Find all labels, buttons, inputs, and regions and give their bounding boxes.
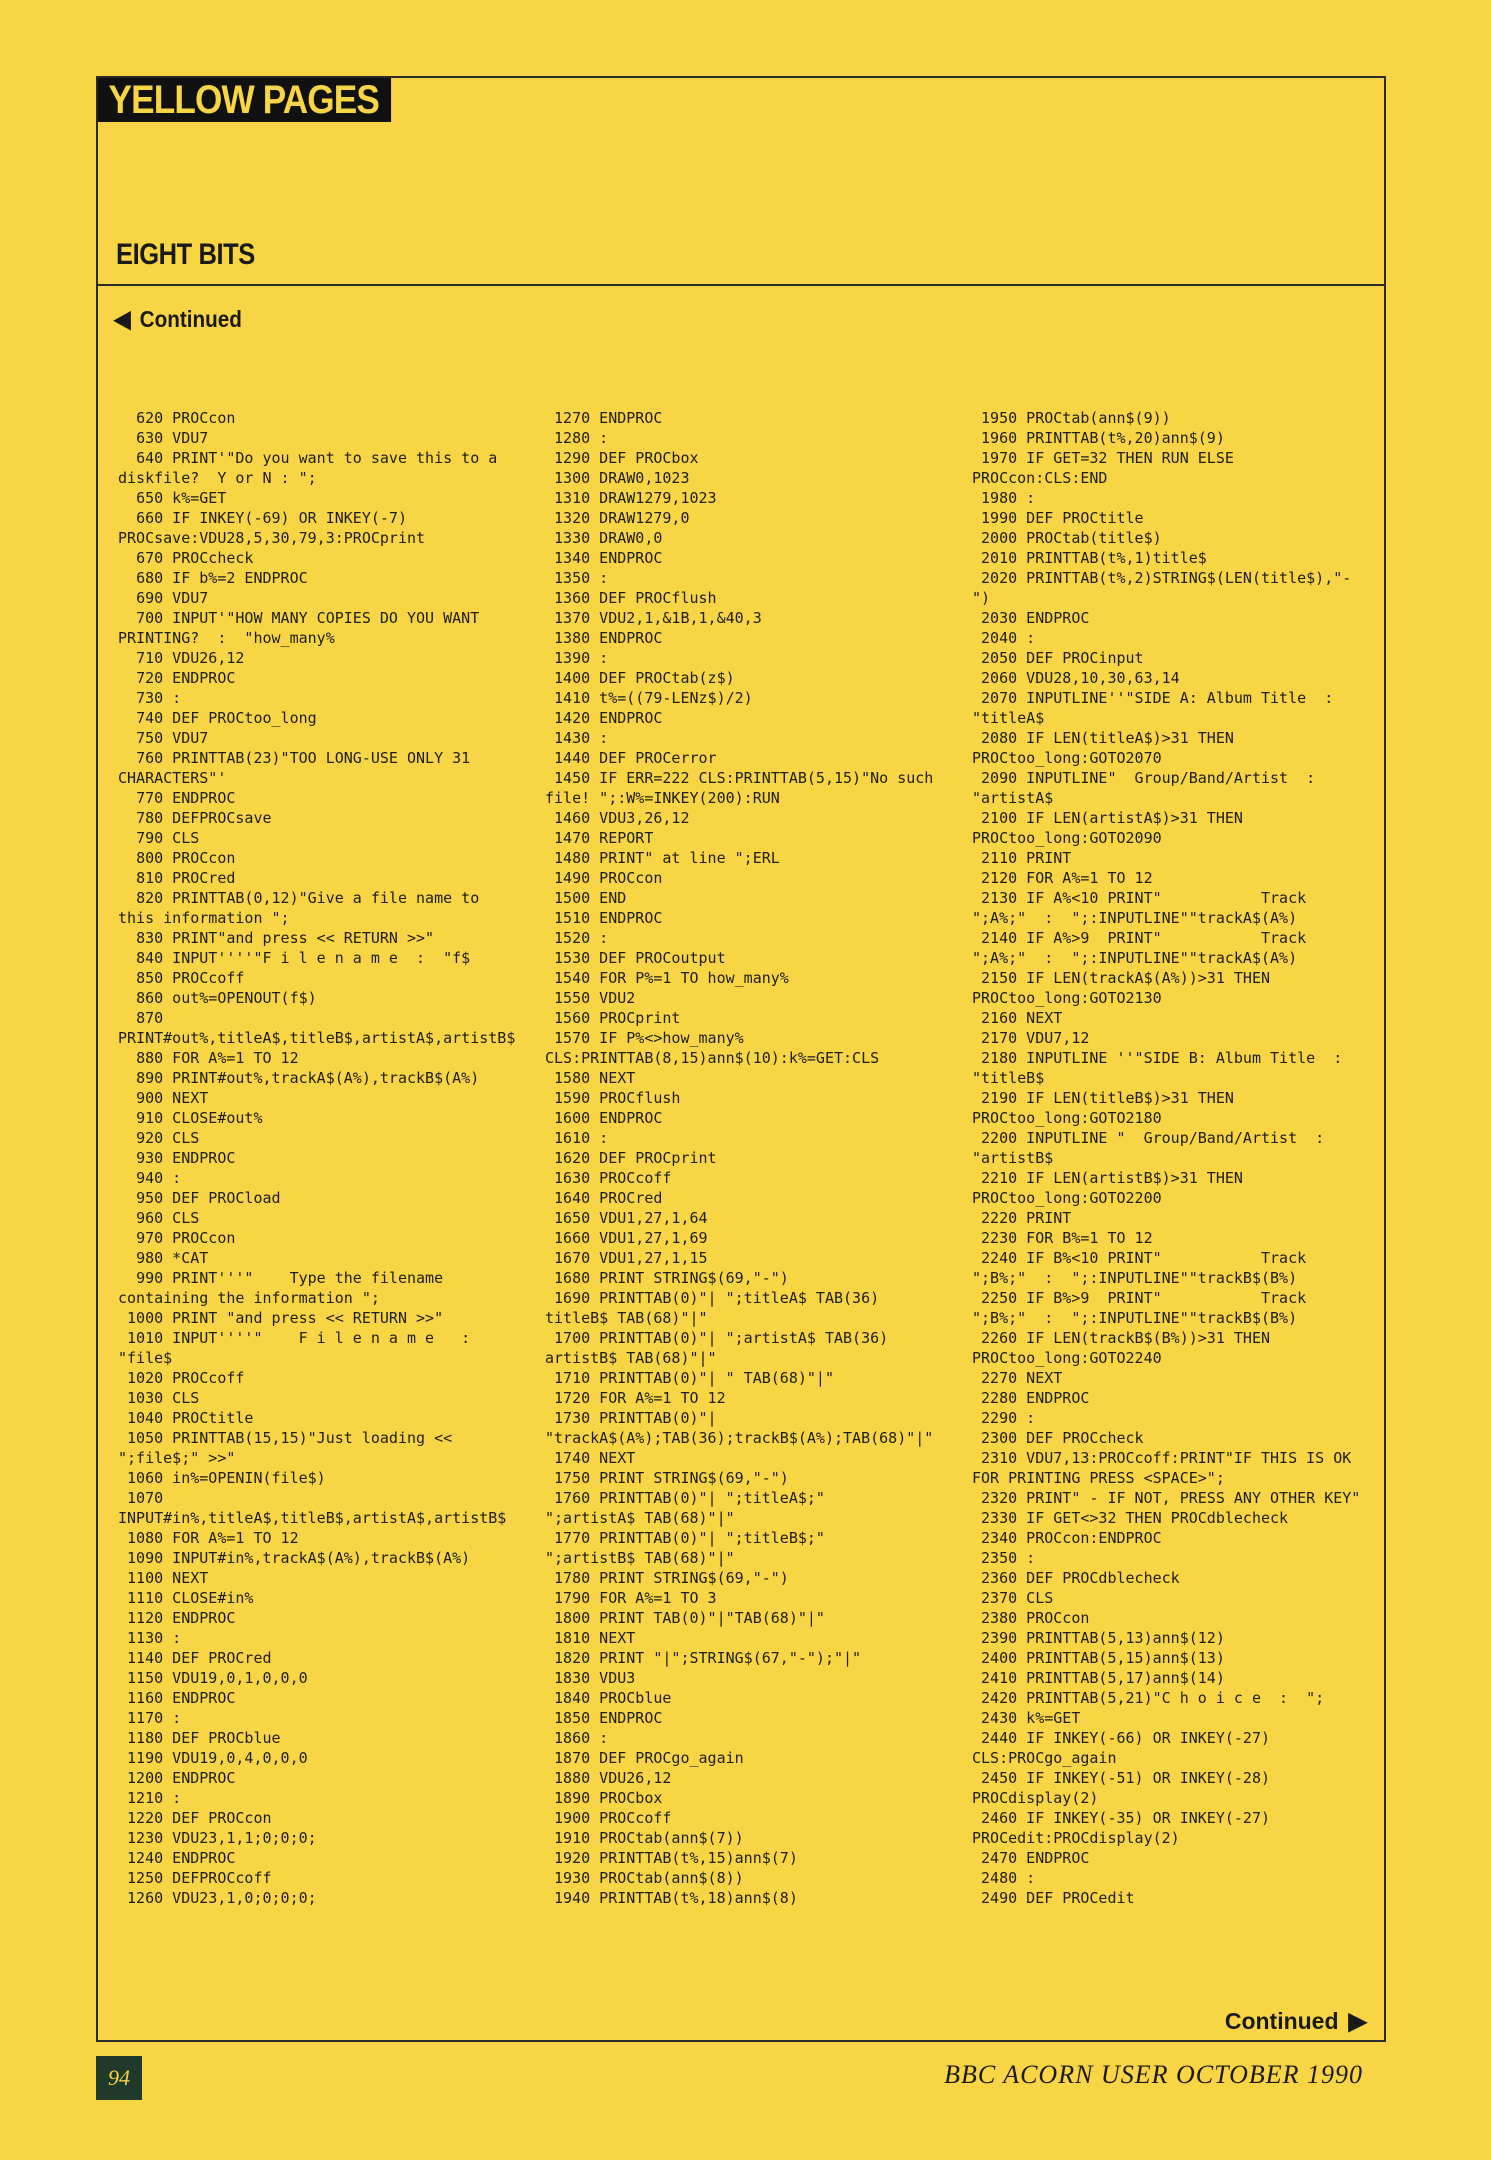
- code-line: 2030 ENDPROC: [972, 609, 1090, 627]
- code-line: 1850 ENDPROC: [545, 1709, 663, 1727]
- code-line: 1130 :: [118, 1629, 182, 1647]
- continued-next-label: [1225, 2008, 1367, 2035]
- code-line: 1180 DEF PROCblue: [118, 1729, 281, 1747]
- code-line: 740 DEF PROCtoo_long: [118, 709, 317, 727]
- code-line: 1550 VDU2: [545, 989, 636, 1007]
- code-line: 2330 IF GET<>32 THEN PROCdblecheck: [972, 1509, 1289, 1527]
- code-line: 820 PRINTTAB(0,12)"Give a file name to this information ";: [118, 889, 489, 927]
- code-line: 1760 PRINTTAB(0)"| ";titleA$;" ";artistA$ TAB(68)"|": [545, 1489, 853, 1527]
- code-line: 1820 PRINT "|";STRING$(67,"-");"|": [545, 1649, 862, 1667]
- code-line: 2050 DEF PROCinput: [972, 649, 1144, 667]
- code-line: 1220 DEF PROCcon: [118, 1809, 272, 1827]
- code-line: 2090 INPUTLINE" Group/Band/Artist : "artistA$: [972, 769, 1334, 807]
- code-line: 630 VDU7: [118, 429, 209, 447]
- code-line: 1750 PRINT STRING$(69,"-"): [545, 1469, 789, 1487]
- code-line: 1000 PRINT "and press << RETURN >>": [118, 1309, 444, 1327]
- code-line: 800 PROCcon: [118, 849, 236, 867]
- code-line: 1100 NEXT: [118, 1569, 209, 1587]
- code-line: 1670 VDU1,27,1,15: [545, 1249, 708, 1267]
- code-line: 1480 PRINT" at line ";ERL: [545, 849, 780, 867]
- code-line: 2120 FOR A%=1 TO 12: [972, 869, 1153, 887]
- code-line: 1830 VDU3: [545, 1669, 636, 1687]
- continued-from-label: [114, 306, 242, 333]
- code-line: 920 CLS: [118, 1129, 200, 1147]
- code-line: 1640 PROCred: [545, 1189, 663, 1207]
- code-column-1: [118, 408, 516, 1908]
- arrow-left-icon: ◀: [114, 305, 131, 333]
- code-line: 1730 PRINTTAB(0)"| "trackA$(A%);TAB(36);trackB$(A%);TAB(68)"|": [545, 1409, 934, 1447]
- code-line: 970 PROCcon: [118, 1229, 236, 1247]
- code-line: 1460 VDU3,26,12: [545, 809, 690, 827]
- code-line: 840 INPUT''''"F i l e n a m e : "f$: [118, 949, 471, 967]
- code-line: 2410 PRINTTAB(5,17)ann$(14): [972, 1669, 1225, 1687]
- code-column-3: [972, 408, 1367, 1908]
- code-line: 1490 PROCcon: [545, 869, 663, 887]
- code-line: 1020 PROCcoff: [118, 1369, 245, 1387]
- code-line: 730 :: [118, 689, 182, 707]
- code-line: 1560 PROCprint: [545, 1009, 681, 1027]
- code-line: 1070 INPUT#in%,titleA$,titleB$,artistA$,artistB$: [118, 1489, 507, 1527]
- page-number: 94: [96, 2056, 142, 2100]
- code-line: 2370 CLS: [972, 1589, 1054, 1607]
- code-line: 1970 IF GET=32 THEN RUN ELSE PROCcon:CLS:END: [972, 449, 1243, 487]
- code-line: 1120 ENDPROC: [118, 1609, 236, 1627]
- code-line: 1150 VDU19,0,1,0,0,0: [118, 1669, 308, 1687]
- code-line: 2170 VDU7,12: [972, 1029, 1090, 1047]
- code-line: 1280 :: [545, 429, 609, 447]
- code-line: 1570 IF P%<>how_many% CLS:PRINTTAB(8,15)ann$(10):k%=GET:CLS: [545, 1029, 880, 1067]
- code-line: 2450 IF INKEY(-51) OR INKEY(-28) PROCdisplay(2): [972, 1769, 1280, 1807]
- code-line: 2320 PRINT" - IF NOT, PRESS ANY OTHER KEY": [972, 1489, 1361, 1507]
- code-line: 2210 IF LEN(artistB$)>31 THEN PROCtoo_long:GOTO2200: [972, 1169, 1252, 1207]
- code-line: 2060 VDU28,10,30,63,14: [972, 669, 1180, 687]
- code-line: 1790 FOR A%=1 TO 3: [545, 1589, 717, 1607]
- code-line: 1140 DEF PROCred: [118, 1649, 272, 1667]
- code-line: 1910 PROCtab(ann$(7)): [545, 1829, 744, 1847]
- code-line: 2190 IF LEN(titleB$)>31 THEN PROCtoo_long:GOTO2180: [972, 1089, 1243, 1127]
- code-line: 1930 PROCtab(ann$(8)): [545, 1869, 744, 1887]
- code-line: 1620 DEF PROCprint: [545, 1149, 717, 1167]
- code-line: 1090 INPUT#in%,trackA$(A%),trackB$(A%): [118, 1549, 471, 1567]
- code-line: 950 DEF PROCload: [118, 1189, 281, 1207]
- section-banner: YELLOW PAGES: [98, 78, 391, 122]
- code-line: 2180 INPUTLINE ''"SIDE B: Album Title : "titleB$: [972, 1049, 1361, 1087]
- code-line: 2240 IF B%<10 PRINT" Track ";B%;" : ";:INPUTLINE""trackB$(B%): [972, 1249, 1325, 1287]
- code-line: 910 CLOSE#out%: [118, 1109, 263, 1127]
- code-line: 1410 t%=((79-LENz$)/2): [545, 689, 753, 707]
- code-column-2: [545, 408, 943, 1908]
- code-line: 1590 PROCflush: [545, 1089, 681, 1107]
- code-line: 860 out%=OPENOUT(f$): [118, 989, 317, 1007]
- continued-label: Continued: [1224, 2008, 1339, 2034]
- code-line: 2250 IF B%>9 PRINT" Track ";B%;" : ";:INPUTLINE""trackB$(B%): [972, 1289, 1316, 1327]
- code-line: 1300 DRAW0,1023: [545, 469, 690, 487]
- code-line: 2310 VDU7,13:PROCcoff:PRINT"IF THIS IS OK FOR PRINTING PRESS <SPACE>";: [972, 1449, 1361, 1487]
- code-line: 1740 NEXT: [545, 1449, 636, 1467]
- code-line: 770 ENDPROC: [118, 789, 236, 807]
- code-line: 690 VDU7: [118, 589, 209, 607]
- code-line: 1580 NEXT: [545, 1069, 636, 1087]
- code-line: 1210 :: [118, 1789, 182, 1807]
- code-line: 1840 PROCblue: [545, 1689, 672, 1707]
- code-line: 1060 in%=OPENIN(file$): [118, 1469, 326, 1487]
- code-line: 1890 PROCbox: [545, 1789, 663, 1807]
- code-line: 1290 DEF PROCbox: [545, 449, 699, 467]
- code-line: 1690 PRINTTAB(0)"| ";titleA$ TAB(36) titleB$ TAB(68)"|": [545, 1289, 889, 1327]
- code-line: 1260 VDU23,1,0;0;0;0;: [118, 1889, 317, 1907]
- code-line: 2140 IF A%>9 PRINT" Track ";A%;" : ";:INPUTLINE""trackA$(A%): [972, 929, 1316, 967]
- code-line: 2460 IF INKEY(-35) OR INKEY(-27) PROCedit:PROCdisplay(2): [972, 1809, 1280, 1847]
- code-line: 1800 PRINT TAB(0)"|"TAB(68)"|": [545, 1609, 825, 1627]
- code-line: 670 PROCcheck: [118, 549, 254, 567]
- code-line: 780 DEFPROCsave: [118, 809, 272, 827]
- code-line: 1770 PRINTTAB(0)"| ";titleB$;" ";artistB$ TAB(68)"|": [545, 1529, 853, 1567]
- code-line: 2200 INPUTLINE " Group/Band/Artist : "artistB$: [972, 1129, 1343, 1167]
- publication-footer: BBC ACORN USER OCTOBER 1990: [944, 2060, 1363, 2089]
- code-line: 790 CLS: [118, 829, 200, 847]
- code-line: 1420 ENDPROC: [545, 709, 663, 727]
- code-line: 1040 PROCtitle: [118, 1409, 254, 1427]
- code-line: 760 PRINTTAB(23)"TOO LONG-USE ONLY 31 CHARACTERS"': [118, 749, 480, 787]
- code-line: 1310 DRAW1279,1023: [545, 489, 717, 507]
- code-line: 1650 VDU1,27,1,64: [545, 1209, 708, 1227]
- code-line: 1940 PRINTTAB(t%,18)ann$(8): [545, 1889, 798, 1907]
- code-line: 1330 DRAW0,0: [545, 529, 663, 547]
- code-line: 880 FOR A%=1 TO 12: [118, 1049, 299, 1067]
- code-line: 1780 PRINT STRING$(69,"-"): [545, 1569, 789, 1587]
- code-line: 1510 ENDPROC: [545, 909, 663, 927]
- code-line: 930 ENDPROC: [118, 1149, 236, 1167]
- code-line: 1920 PRINTTAB(t%,15)ann$(7): [545, 1849, 798, 1867]
- code-line: 2040 :: [972, 629, 1036, 647]
- code-line: 1530 DEF PROCoutput: [545, 949, 726, 967]
- code-line: 2220 PRINT: [972, 1209, 1072, 1227]
- code-line: 1190 VDU19,0,4,0,0,0: [118, 1749, 308, 1767]
- code-line: 1360 DEF PROCflush: [545, 589, 717, 607]
- code-line: 2110 PRINT: [972, 849, 1072, 867]
- code-line: 750 VDU7: [118, 729, 209, 747]
- code-line: 2010 PRINTTAB(t%,1)title$: [972, 549, 1207, 567]
- code-line: 1400 DEF PROCtab(z$): [545, 669, 735, 687]
- code-line: 1320 DRAW1279,0: [545, 509, 690, 527]
- code-line: 1710 PRINTTAB(0)"| " TAB(68)"|": [545, 1369, 834, 1387]
- code-line: 890 PRINT#out%,trackA$(A%),trackB$(A%): [118, 1069, 480, 1087]
- code-line: 1720 FOR A%=1 TO 12: [545, 1389, 726, 1407]
- code-line: 850 PROCcoff: [118, 969, 245, 987]
- code-line: 1160 ENDPROC: [118, 1689, 236, 1707]
- divider: [98, 284, 1384, 286]
- code-line: 1030 CLS: [118, 1389, 200, 1407]
- code-line: 2300 DEF PROCcheck: [972, 1429, 1144, 1447]
- code-line: 1880 VDU26,12: [545, 1769, 672, 1787]
- code-line: 1110 CLOSE#in%: [118, 1589, 254, 1607]
- code-line: 2100 IF LEN(artistA$)>31 THEN PROCtoo_long:GOTO2090: [972, 809, 1252, 847]
- code-line: 1450 IF ERR=222 CLS:PRINTTAB(5,15)"No such file! ";:W%=INKEY(200):RUN: [545, 769, 943, 807]
- code-line: 650 k%=GET: [118, 489, 227, 507]
- code-line: 2020 PRINTTAB(t%,2)STRING$(LEN(title$),"-"): [972, 569, 1352, 607]
- code-line: 1990 DEF PROCtitle: [972, 509, 1144, 527]
- code-line: 870 PRINT#out%,titleA$,titleB$,artistA$,artistB$: [118, 1009, 516, 1047]
- code-line: 2360 DEF PROCdblecheck: [972, 1569, 1180, 1587]
- code-line: 1980 :: [972, 489, 1036, 507]
- code-line: 2420 PRINTTAB(5,21)"C h o i c e : ";: [972, 1689, 1325, 1707]
- code-line: 2080 IF LEN(titleA$)>31 THEN PROCtoo_long:GOTO2070: [972, 729, 1243, 767]
- code-line: 1170 :: [118, 1709, 182, 1727]
- code-line: 2000 PROCtab(title$): [972, 529, 1162, 547]
- code-line: 1520 :: [545, 929, 609, 947]
- code-line: 810 PROCred: [118, 869, 236, 887]
- code-line: 1470 REPORT: [545, 829, 654, 847]
- code-line: 2160 NEXT: [972, 1009, 1063, 1027]
- code-line: 2290 :: [972, 1409, 1036, 1427]
- code-line: 980 *CAT: [118, 1249, 209, 1267]
- code-line: 680 IF b%=2 ENDPROC: [118, 569, 308, 587]
- code-line: 2130 IF A%<10 PRINT" Track ";A%;" : ";:INPUTLINE""trackA$(A%): [972, 889, 1325, 927]
- code-line: 1250 DEFPROCcoff: [118, 1869, 272, 1887]
- code-line: 2280 ENDPROC: [972, 1389, 1090, 1407]
- code-line: 1240 ENDPROC: [118, 1849, 236, 1867]
- code-line: 1010 INPUT''''" F i l e n a m e : "file$: [118, 1329, 489, 1367]
- code-line: 2270 NEXT: [972, 1369, 1063, 1387]
- code-line: 1540 FOR P%=1 TO how_many%: [545, 969, 789, 987]
- page-title: EIGHT BITS: [116, 238, 255, 271]
- code-line: 1860 :: [545, 1729, 609, 1747]
- code-line: 2260 IF LEN(trackB$(B%))>31 THEN PROCtoo_long:GOTO2240: [972, 1329, 1280, 1367]
- code-line: 2440 IF INKEY(-66) OR INKEY(-27) CLS:PROCgo_again: [972, 1729, 1280, 1767]
- code-line: 940 :: [118, 1169, 182, 1187]
- code-line: 900 NEXT: [118, 1089, 209, 1107]
- code-line: 1230 VDU23,1,1;0;0;0;: [118, 1829, 317, 1847]
- code-line: 1270 ENDPROC: [545, 409, 663, 427]
- code-line: 2430 k%=GET: [972, 1709, 1081, 1727]
- code-line: 1050 PRINTTAB(15,15)"Just loading << ";file$;" >>": [118, 1429, 462, 1467]
- code-line: 1340 ENDPROC: [545, 549, 663, 567]
- code-line: 1200 ENDPROC: [118, 1769, 236, 1787]
- code-line: 2150 IF LEN(trackA$(A%))>31 THEN PROCtoo_long:GOTO2130: [972, 969, 1280, 1007]
- code-line: 2490 DEF PROCedit: [972, 1889, 1135, 1907]
- code-line: 1700 PRINTTAB(0)"| ";artistA$ TAB(36) artistB$ TAB(68)"|": [545, 1329, 898, 1367]
- code-line: 710 VDU26,12: [118, 649, 245, 667]
- code-line: 2400 PRINTTAB(5,15)ann$(13): [972, 1649, 1225, 1667]
- code-line: 1080 FOR A%=1 TO 12: [118, 1529, 299, 1547]
- arrow-right-icon: ▶: [1348, 2007, 1367, 2035]
- code-line: 2390 PRINTTAB(5,13)ann$(12): [972, 1629, 1225, 1647]
- code-line: 1630 PROCcoff: [545, 1169, 672, 1187]
- code-line: 1430 :: [545, 729, 609, 747]
- code-line: 620 PROCcon: [118, 409, 236, 427]
- code-line: 1680 PRINT STRING$(69,"-"): [545, 1269, 789, 1287]
- continued-label: Continued: [139, 306, 242, 332]
- code-line: 1500 END: [545, 889, 627, 907]
- code-line: 960 CLS: [118, 1209, 200, 1227]
- code-line: 1350 :: [545, 569, 609, 587]
- code-line: 1390 :: [545, 649, 609, 667]
- code-line: 990 PRINT'''" Type the filename containing the information ";: [118, 1269, 453, 1307]
- code-line: 1960 PRINTTAB(t%,20)ann$(9): [972, 429, 1225, 447]
- code-line: 1370 VDU2,1,&1B,1,&40,3: [545, 609, 762, 627]
- code-line: 2230 FOR B%=1 TO 12: [972, 1229, 1153, 1247]
- code-line: 1900 PROCcoff: [545, 1809, 672, 1827]
- code-line: 2470 ENDPROC: [972, 1849, 1090, 1867]
- code-line: 720 ENDPROC: [118, 669, 236, 687]
- code-line: 1610 :: [545, 1129, 609, 1147]
- code-line: 1600 ENDPROC: [545, 1109, 663, 1127]
- code-line: 1810 NEXT: [545, 1629, 636, 1647]
- code-line: 700 INPUT'"HOW MANY COPIES DO YOU WANT PRINTING? : "how_many%: [118, 609, 489, 647]
- code-line: 660 IF INKEY(-69) OR INKEY(-7) PROCsave:VDU28,5,30,79,3:PROCprint: [118, 509, 426, 547]
- code-line: 2380 PROCcon: [972, 1609, 1090, 1627]
- code-line: 1950 PROCtab(ann$(9)): [972, 409, 1171, 427]
- code-line: 640 PRINT'"Do you want to save this to a diskfile? Y or N : ";: [118, 449, 507, 487]
- code-line: 2070 INPUTLINE''"SIDE A: Album Title : "titleA$: [972, 689, 1352, 727]
- code-line: 1870 DEF PROCgo_again: [545, 1749, 744, 1767]
- code-line: 2350 :: [972, 1549, 1036, 1567]
- code-line: 2340 PROCcon:ENDPROC: [972, 1529, 1162, 1547]
- code-line: 830 PRINT"and press << RETURN >>": [118, 929, 435, 947]
- code-line: 1440 DEF PROCerror: [545, 749, 717, 767]
- code-line: 1660 VDU1,27,1,69: [545, 1229, 708, 1247]
- code-line: 2480 :: [972, 1869, 1036, 1887]
- code-line: 1380 ENDPROC: [545, 629, 663, 647]
